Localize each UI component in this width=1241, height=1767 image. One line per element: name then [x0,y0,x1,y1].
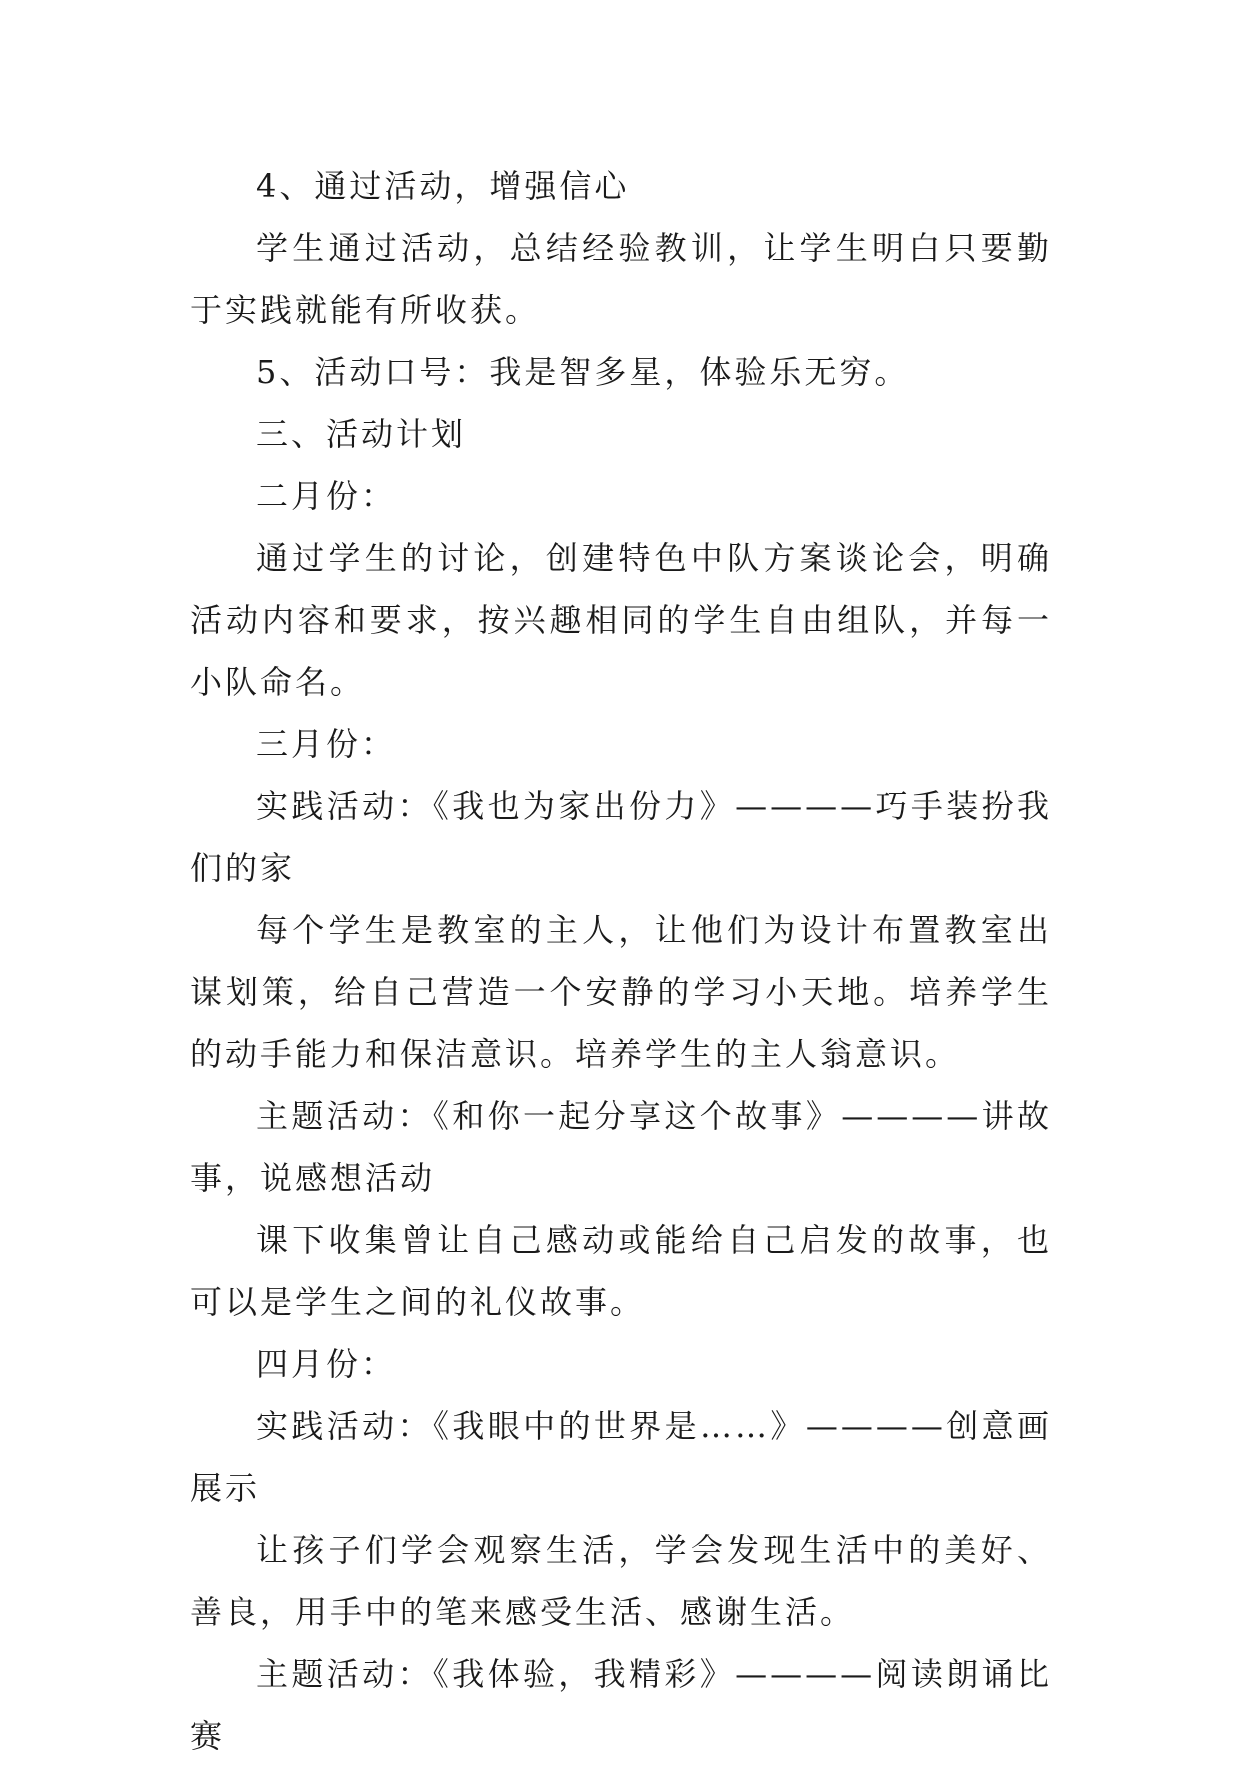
paragraph-classroom: 每个学生是教室的主人，让他们为设计布置教室出谋划策，给自己营造一个安静的学习小天地。培养学生的动手能力和保洁意识。培养学生的主人翁意识。 [190,911,1052,1073]
paragraph-summary: 学生通过活动，总结经验教训，让学生明白只要勤于实践就能有所收获。 [190,229,1052,329]
paragraph-story: 课下收集曾让自己感动或能给自己启发的故事，也可以是学生之间的礼仪故事。 [190,1221,1052,1321]
body-text [190,155,1052,1767]
activity-title-story: 主题活动：《和你一起分享这个故事》————讲故事，说感想活动 [190,1097,1052,1197]
activity-title-home: 实践活动：《我也为家出份力》————巧手装扮我们的家 [190,787,1052,887]
activity-title-world: 实践活动：《我眼中的世界是……》————创意画展示 [190,1407,1052,1507]
month-heading-february: 二月份： [256,477,397,515]
paragraph-february: 通过学生的讨论，创建特色中队方案谈论会，明确活动内容和要求，按兴趣相同的学生自由组队，并每一小队命名。 [190,539,1052,701]
heading-5-slogan: 5、活动口号：我是智多星，体验乐无穷。 [256,353,910,391]
paragraph-observe-life: 让孩子们学会观察生活，学会发现生活中的美好、善良，用手中的笔来感受生活、感谢生活。 [190,1531,1052,1631]
month-heading-april: 四月份： [256,1345,397,1383]
month-heading-march: 三月份： [256,725,397,763]
activity-title-reading: 主题活动：《我体验，我精彩》————阅读朗诵比赛 [190,1655,1052,1755]
heading-4-build-confidence: 4、通过活动，增强信心 [256,167,630,205]
section-heading-activity-plan: 三、活动计划 [256,415,467,453]
